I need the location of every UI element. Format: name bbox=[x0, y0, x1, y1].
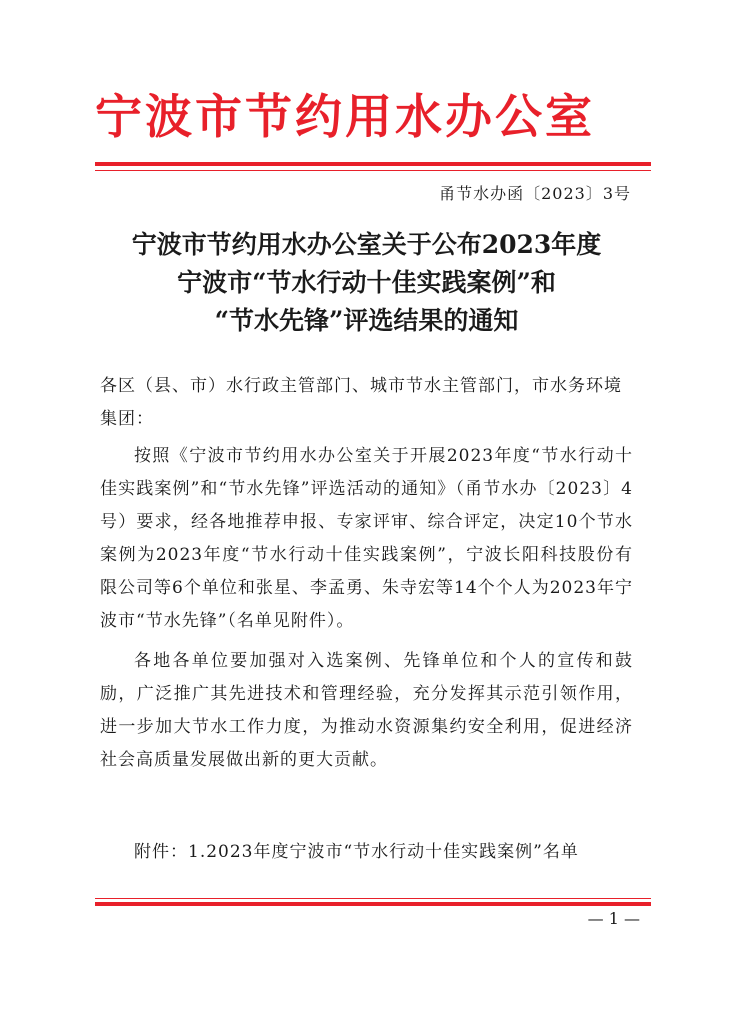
header-red-rule-thick bbox=[95, 162, 651, 166]
title-line-3: “节水先锋”评选结果的通知 bbox=[214, 306, 519, 335]
addressee: 各区（县、市）水行政主管部门、城市节水主管部门，市水务环境集团： bbox=[100, 376, 622, 429]
page-number: — 1 — bbox=[587, 909, 640, 928]
document-title bbox=[100, 226, 633, 340]
title-line-1: 宁波市节约用水办公室关于公布2023年度 bbox=[131, 230, 602, 259]
body-paragraph-2: 各地各单位要加强对入选案例、先锋单位和个人的宣传和鼓励，广泛推广其先进技术和管理经验，充分发挥其示范引领作用，进一步加大节水工作力度，为推动水资源集约安全利用，促进经济社会高质量发展做出新的更大贡献。 bbox=[100, 651, 633, 770]
body-paragraph-1: 按照《宁波市节约用水办公室关于开展2023年度“节水行动十佳实践案例”和“节水先锋”评选活动的通知》（甬节水办〔2023〕4号）要求，经各地推荐申报、专家评审、综合评定，决定10个节水案例为2023年度“节水行动十佳实践案例”，宁波长阳科技股份有限公司等6个单位和张星、李孟勇、朱寺宏等14个个人为2023年宁波市“节水先锋”（名单见附件）。 bbox=[100, 446, 633, 631]
title-line-2: 宁波市“节水行动十佳实践案例”和 bbox=[177, 268, 556, 297]
header-red-rule-thin bbox=[95, 170, 651, 171]
document-number: 甬节水办函〔2023〕3号 bbox=[439, 184, 631, 203]
footer-red-rule-thin bbox=[95, 898, 651, 899]
attachment-line: 附件：1.2023年度宁波市“节水行动十佳实践案例”名单 bbox=[134, 842, 579, 862]
issuing-organization-header: 宁波市节约用水办公室 bbox=[95, 90, 595, 145]
